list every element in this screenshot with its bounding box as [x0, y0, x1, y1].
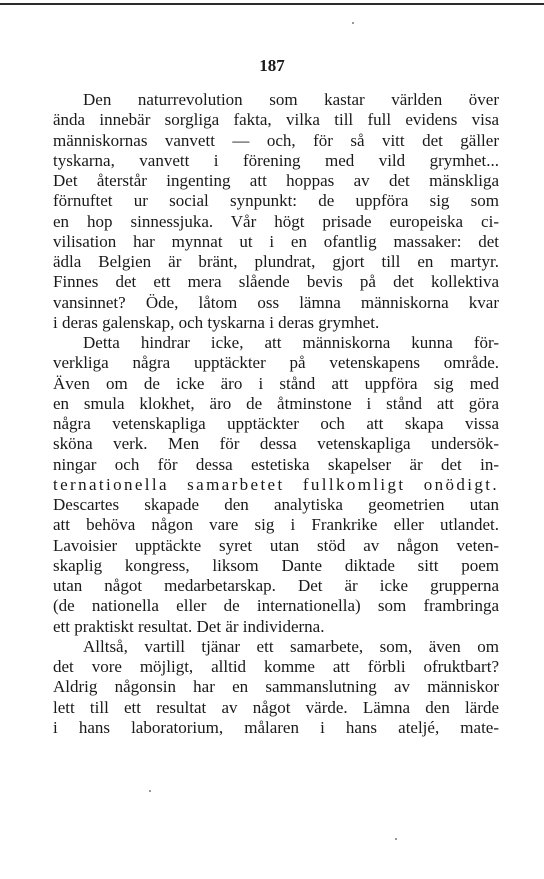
text-line: Alltså, vartill tjänar ett samarbete, som, även om	[83, 636, 499, 656]
text-line: tyskarna, vanvett i förening med vild grymhet...	[53, 150, 499, 170]
text-line: människornas vanvett — och, för så vitt det gäller	[53, 130, 499, 150]
text-line: skaplig kongress, liksom Dante diktade sitt poem	[53, 555, 499, 575]
paper-speck	[395, 838, 397, 840]
paper-speck	[149, 790, 151, 792]
text-line: Även om de icke äro i stånd att uppföra sig med	[53, 373, 499, 393]
text-line: Lavoisier upptäckte syret utan stöd av någon veten-	[53, 535, 499, 555]
text-line: förnuftet ur social synpunkt: de uppföra sig som	[53, 191, 499, 211]
text-line: en smula klokhet, äro de åtminstone i stånd att göra	[53, 393, 499, 413]
text-line: Descartes skapade den analytiska geometrien utan	[53, 495, 499, 514]
text-line: vansinnet? Öde, låtom oss lämna människorna kvar	[53, 292, 499, 312]
text-line: Detta hindrar icke, att människorna kunna för-	[83, 333, 499, 352]
text-line: sköna verk. Men för dessa vetenskapliga undersök-	[53, 434, 499, 454]
text-line: Aldrig någonsin har en sammanslutning av människor	[53, 677, 499, 697]
text-line: verkliga några upptäckter på vetenskapens område.	[53, 353, 499, 373]
top-rule	[0, 3, 544, 5]
text-line: Den naturrevolution som kastar världen över	[83, 90, 499, 109]
text-line: utan något medarbetarskap. Det är icke grupperna	[53, 576, 499, 595]
body-text	[53, 90, 499, 738]
text-line: ningar och för dessa estetiska skapelser är det in-	[53, 454, 499, 474]
text-line: i deras galenskap, och tyskarna i deras grymhet.	[53, 312, 380, 332]
text-line: ternationella samarbetet fullkomligt onödigt.	[53, 474, 499, 494]
text-line: vilisation har mynnat ut i en ofantlig massaker: det	[53, 231, 499, 251]
text-line: Finnes det ett mera slående bevis på det kollektiva	[53, 272, 499, 292]
text-line: ett praktiskt resultat. Det är individerna.	[53, 616, 325, 636]
paper-speck	[352, 22, 354, 24]
text-line: i hans laboratorium, målaren i hans ateljé, mate-	[53, 717, 499, 737]
page-number: 187	[259, 56, 285, 75]
text-line: Det återstår ingenting att hoppas av det mänskliga	[53, 171, 499, 190]
text-line: att behöva någon vare sig i Frankrike eller utlandet.	[53, 515, 499, 535]
text-line: några vetenskapliga upptäckter och att skapa vissa	[53, 414, 499, 433]
text-line: lett till ett resultat av något värde. Lämna den lärde	[53, 697, 499, 717]
text-line: ända innebär sorgliga fakta, vilka till full evidens visa	[53, 110, 499, 130]
text-line: (de nationella eller de internationella) som frambringa	[53, 596, 499, 616]
text-line: det vore möjligt, alltid komme att förbli ofruktbart?	[53, 657, 499, 676]
text-line: en hop sinnessjuka. Vår högt prisade europeiska ci-	[53, 211, 499, 231]
text-line: ädla Belgien är bränt, plundrat, gjort till en martyr.	[53, 252, 499, 271]
